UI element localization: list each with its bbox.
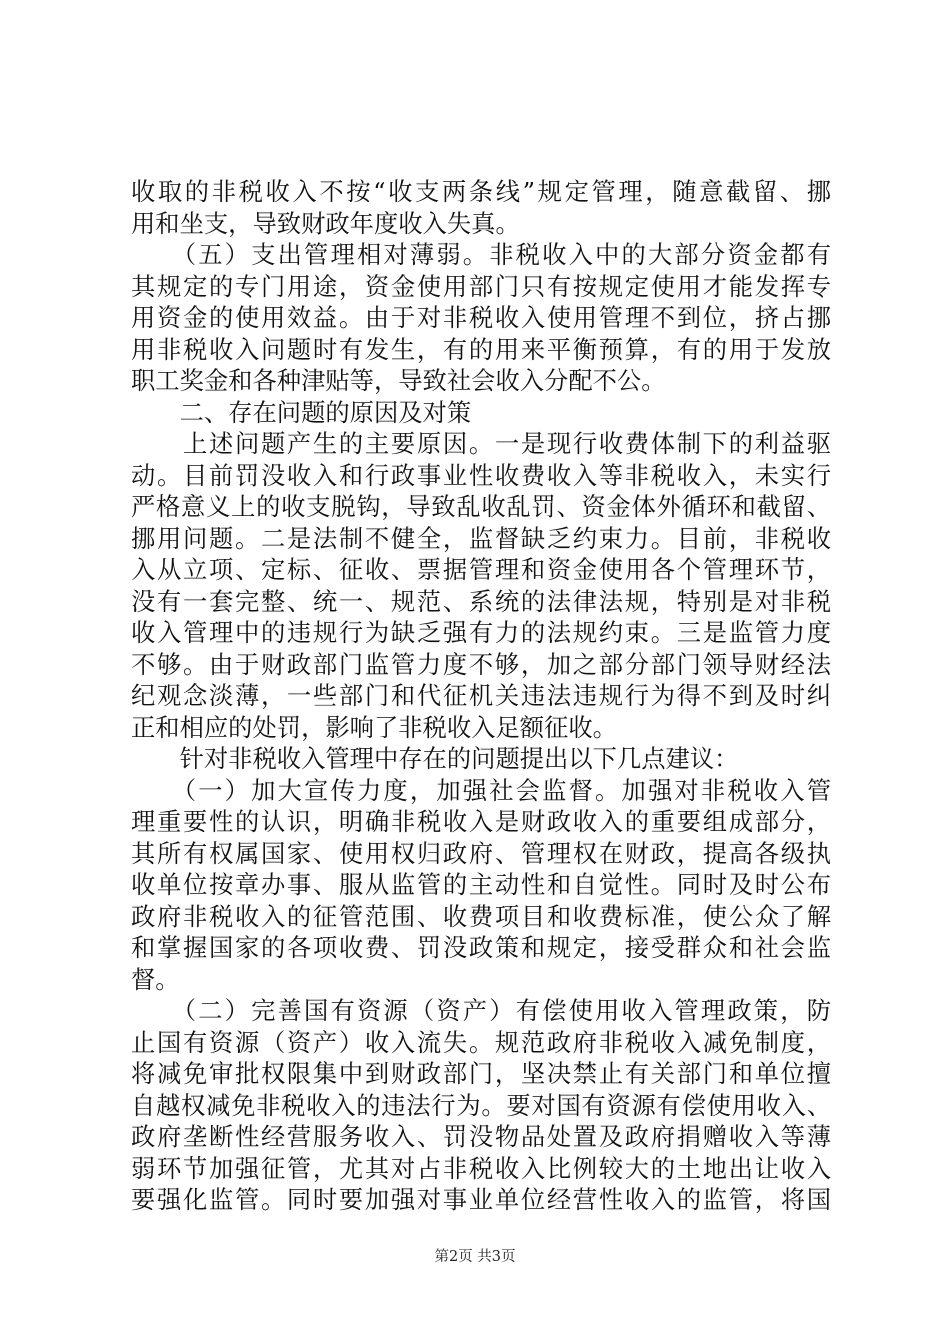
text-line: 收取的非税收入不按“收支两条线”规定管理，随意截留、挪 xyxy=(131,177,831,206)
text-line: 政府垄断性经营服务收入、罚没物品处置及政府捐赠收入等薄 xyxy=(131,1122,831,1151)
page-number-footer: 第2页 共3页 xyxy=(434,1249,516,1265)
text-line: 和掌握国家的各项收费、罚没政策和规定，接受群众和社会监 xyxy=(131,933,831,962)
text-line: 收单位按章办事、服从监管的主动性和自觉性。同时及时公布 xyxy=(131,870,831,899)
text-line: 严格意义上的收支脱钩，导致乱收乱罚、资金体外循环和截留、 xyxy=(131,492,831,521)
text-line: 理重要性的认识，明确非税收入是财政收入的重要组成部分， xyxy=(131,807,831,836)
text-line: 督。 xyxy=(131,964,180,994)
text-line: 其规定的专门用途，资金使用部门只有按规定使用才能发挥专 xyxy=(131,271,831,301)
text-line: （二）完善国有资源（资产）有偿使用收入管理政策，防 xyxy=(131,996,831,1025)
text-line: 上述问题产生的主要原因。一是现行收费体制下的利益驱 xyxy=(131,429,831,458)
text-line: 用和坐支，导致财政年度收入失真。 xyxy=(131,208,520,238)
text-line: 挪用问题。二是法制不健全，监督缺乏约束力。目前，非税收 xyxy=(131,523,831,553)
text-line: 入从立项、定标、征收、票据管理和资金使用各个管理环节， xyxy=(131,555,831,584)
text-line: 政府非税收入的征管范围、收费项目和收费标准，使公众了解 xyxy=(131,901,831,931)
text-line: 没有一套完整、统一、规范、系统的法律法规，特别是对非税 xyxy=(131,586,831,616)
section-heading: 二、存在问题的原因及对策 xyxy=(131,397,472,427)
text-line: 职工奖金和各种津贴等，导致社会收入分配不公。 xyxy=(131,366,666,395)
text-line: 纪观念淡薄，一些部门和代征机关违法违规行为得不到及时纠 xyxy=(131,681,831,710)
body-text xyxy=(131,176,831,1216)
text-line: 弱环节加强征管，尤其对占非税收入比例较大的土地出让收入 xyxy=(131,1153,831,1183)
text-line: 将减免审批权限集中到财政部门，坚决禁止有关部门和单位擅 xyxy=(131,1059,831,1088)
text-line: 针对非税收入管理中存在的问题提出以下几点建议： xyxy=(131,744,739,773)
text-line: 止国有资源（资产）收入流失。规范政府非税收入减免制度， xyxy=(131,1027,831,1057)
text-line: 正和相应的处罚，影响了非税收入足额征收。 xyxy=(131,712,617,742)
text-line: 用非税收入问题时有发生，有的用来平衡预算，有的用于发放 xyxy=(131,334,831,364)
text-line: 自越权减免非税收入的违法行为。要对国有资源有偿使用收入、 xyxy=(131,1090,831,1120)
text-line: 其所有权属国家、使用权归政府、管理权在财政，提高各级执 xyxy=(131,838,831,868)
text-line: （五）支出管理相对薄弱。非税收入中的大部分资金都有 xyxy=(131,240,831,269)
text-line: 收入管理中的违规行为缺乏强有力的法规约束。三是监管力度 xyxy=(131,618,831,647)
text-line: 动。目前罚没收入和行政事业性收费收入等非税收入，未实行 xyxy=(131,460,831,490)
text-line: 用资金的使用效益。由于对非税收入使用管理不到位，挤占挪 xyxy=(131,303,831,332)
text-line: （一）加大宣传力度，加强社会监督。加强对非税收入管 xyxy=(131,775,831,805)
text-line: 要强化监管。同时要加强对事业单位经营性收入的监管，将国 xyxy=(131,1185,831,1214)
text-line: 不够。由于财政部门监管力度不够，加之部分部门领导财经法 xyxy=(131,649,831,679)
